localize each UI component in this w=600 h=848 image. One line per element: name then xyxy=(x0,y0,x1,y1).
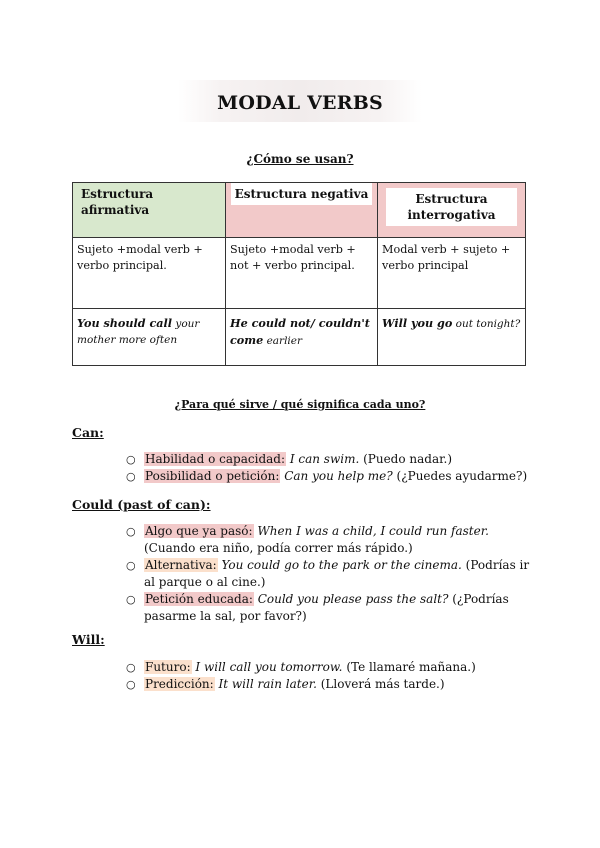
circle-bullet-icon: ○ xyxy=(126,678,136,691)
circle-bullet-icon: ○ xyxy=(126,661,136,674)
list-can xyxy=(126,451,536,485)
header-interrogative: Estructura interrogativa xyxy=(378,183,526,238)
circle-bullet-icon: ○ xyxy=(126,470,136,483)
structure-interrogative: Modal verb + sujeto + verbo principal xyxy=(378,238,526,309)
table-row xyxy=(73,309,526,366)
structure-table xyxy=(72,182,526,366)
section-title-can: Can: xyxy=(72,425,104,440)
header-negative: Estructura negativa xyxy=(226,183,378,238)
page-title: MODAL VERBS xyxy=(217,92,383,114)
purpose-heading: ¿Para qué sirve / qué significa cada uno? xyxy=(174,398,426,411)
section-title-will: Will: xyxy=(72,632,105,647)
circle-bullet-icon: ○ xyxy=(126,559,136,572)
circle-bullet-icon: ○ xyxy=(126,453,136,466)
example-affirmative: You should call your mother more often xyxy=(73,309,226,366)
table-header-row xyxy=(73,183,526,238)
list-item: ○ Alternativa: You could go to the park or the cinema. (Podrías ir al parque o al cine.) xyxy=(126,558,530,589)
list-item: ○ Predicción: It will rain later. (Lloverá más tarde.) xyxy=(126,677,445,691)
list-will xyxy=(126,659,536,693)
table-row xyxy=(73,238,526,309)
list-item: ○ Habilidad o capacidad: I can swim. (Puedo nadar.) xyxy=(126,452,453,466)
structure-negative: Sujeto +modal verb + not + verbo principal. xyxy=(226,238,378,309)
list-item: ○ Algo que ya pasó: When I was a child, I could run faster. (Cuando era niño, podía correr más rápido.) xyxy=(126,524,489,555)
list-item: ○ Petición educada: Could you please pass the salt? (¿Podrías pasarme la sal, por favor?) xyxy=(126,592,509,623)
example-negative: He could not/ couldn't come earlier xyxy=(226,309,378,366)
section-title-could: Could (past of can): xyxy=(72,497,211,512)
circle-bullet-icon: ○ xyxy=(126,593,136,606)
list-could xyxy=(126,523,536,625)
list-item: ○ Posibilidad o petición: Can you help me? (¿Puedes ayudarme?) xyxy=(126,469,528,483)
example-interrogative: Will you go out tonight? xyxy=(378,309,526,366)
header-affirmative: Estructura afirmativa xyxy=(73,183,226,238)
structure-affirmative: Sujeto +modal verb + verbo principal. xyxy=(73,238,226,309)
list-item: ○ Futuro: I will call you tomorrow. (Te llamaré mañana.) xyxy=(126,660,476,674)
circle-bullet-icon: ○ xyxy=(126,525,136,538)
how-used-heading: ¿Cómo se usan? xyxy=(246,152,354,166)
